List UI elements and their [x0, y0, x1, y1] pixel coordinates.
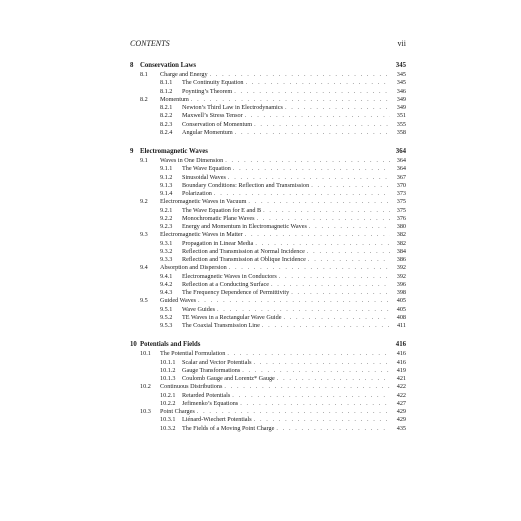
- entry-title: Momentum: [160, 95, 189, 103]
- entry-page-number: 358: [396, 128, 406, 136]
- entry-title: Continuous Distributions: [160, 383, 223, 391]
- dot-leader: [309, 223, 390, 231]
- entry-page-number: 367: [396, 173, 406, 181]
- entry-number: 10.3.2: [160, 424, 176, 432]
- entry-title: Gauge Transformations: [182, 366, 241, 374]
- dot-leader: [242, 367, 390, 375]
- entry-title: Propagation in Linear Media: [182, 239, 254, 247]
- entry-page-number: 382: [396, 239, 406, 247]
- entry-number: 10.3: [140, 408, 151, 415]
- entry-number: 10.2.2: [160, 399, 176, 407]
- section-entry: [130, 383, 406, 391]
- entry-title: The Continuity Equation: [182, 79, 244, 87]
- subsection-entry: [130, 215, 406, 223]
- entry-number: 9.3: [140, 231, 148, 239]
- subsection-entry: [130, 281, 406, 289]
- dot-leader: [240, 400, 390, 408]
- dot-leader: [257, 215, 390, 223]
- entry-title: Potentials and Fields: [140, 341, 201, 349]
- section-entry: [130, 350, 406, 358]
- subsection-entry: [130, 416, 406, 424]
- entry-title: TE Waves in a Rectangular Wave Guide: [182, 313, 282, 321]
- entry-title: Reflection at a Conducting Surface: [182, 280, 269, 288]
- entry-title: Coulomb Gauge and Lorentz* Gauge: [182, 375, 275, 382]
- entry-page-number: 349: [396, 95, 406, 103]
- entry-page-number: 419: [396, 366, 406, 374]
- entry-title: Electromagnetic Waves in Vacuum: [160, 198, 247, 206]
- entry-number: 9.2: [140, 198, 148, 206]
- entry-page-number: 396: [396, 280, 406, 288]
- subsection-entry: [130, 367, 406, 375]
- entry-page-number: 405: [396, 305, 406, 313]
- entry-page-number: 416: [396, 350, 406, 358]
- section-entry: [130, 231, 406, 239]
- entry-number: 9.3.3: [160, 256, 173, 263]
- entry-page-number: 349: [396, 104, 406, 111]
- entry-page-number: 364: [396, 157, 406, 164]
- entry-page-number: 375: [396, 198, 406, 206]
- entry-number: 9.4.1: [160, 272, 173, 280]
- entry-page-number: 382: [396, 231, 406, 239]
- dot-leader: [191, 96, 390, 104]
- subsection-entry: [130, 190, 406, 198]
- section-entry: [130, 264, 406, 272]
- entry-number: 9.5: [140, 297, 148, 305]
- dot-leader: [262, 322, 390, 330]
- section-entry: [130, 198, 406, 206]
- entry-title: Polarization: [182, 190, 212, 197]
- entry-page-number: 370: [396, 181, 406, 189]
- subsection-entry: [130, 104, 406, 112]
- entry-page-number: 405: [396, 297, 406, 305]
- dot-leader: [225, 157, 390, 165]
- entry-title: The Frequency Dependence of Permittivity: [182, 289, 290, 296]
- entry-page-number: 421: [396, 375, 406, 382]
- subsection-entry: [130, 400, 406, 408]
- subsection-entry: [130, 392, 406, 400]
- subsection-entry: [130, 88, 406, 96]
- dot-leader: [229, 264, 390, 272]
- entry-number: 9.5.1: [160, 305, 173, 313]
- chapter-heading: [130, 146, 406, 157]
- chapter-block: [130, 60, 406, 137]
- dot-leader: [233, 165, 390, 173]
- entry-title: Absorption and Dispersion: [160, 264, 227, 272]
- dot-leader: [214, 190, 390, 198]
- dot-leader: [228, 174, 390, 182]
- entry-title: Charge and Energy: [160, 71, 208, 78]
- dot-leader: [307, 248, 390, 256]
- entry-number: 8: [130, 62, 134, 69]
- entry-number: 8.1.1: [160, 79, 173, 87]
- entry-number: 9.1.4: [160, 190, 173, 197]
- dot-leader: [285, 104, 390, 112]
- entry-title: The Fields of a Moving Point Charge: [182, 424, 275, 432]
- entry-number: 8.2.4: [160, 128, 173, 136]
- dot-leader: [283, 314, 390, 322]
- subsection-entry: [130, 129, 406, 137]
- dot-leader: [234, 88, 390, 96]
- entry-page-number: 392: [396, 264, 406, 272]
- entry-page-number: 345: [396, 79, 406, 87]
- dot-leader: [235, 129, 390, 137]
- chapter-heading: [130, 339, 406, 350]
- running-header: [130, 38, 406, 50]
- entry-title: Liénard-Wiechert Potentials: [182, 416, 252, 424]
- entry-title: Poynting’s Theorem: [182, 87, 233, 95]
- entry-page-number: 380: [396, 223, 406, 230]
- entry-title: The Coaxial Transmission Line: [182, 322, 260, 329]
- entry-number: 8.1: [140, 71, 148, 78]
- dot-leader: [271, 281, 390, 289]
- header-page-number: vii: [397, 39, 406, 48]
- chapter-block: [130, 146, 406, 330]
- dot-leader: [197, 408, 390, 416]
- entry-number: 9.3.1: [160, 239, 173, 247]
- subsection-entry: [130, 322, 406, 330]
- entry-title: The Wave Equation for E and B: [182, 206, 262, 214]
- entry-number: 10.1.1: [160, 358, 176, 366]
- entry-number: 8.2.1: [160, 104, 173, 111]
- dot-leader: [198, 297, 390, 305]
- subsection-entry: [130, 289, 406, 297]
- subsection-entry: [130, 182, 406, 190]
- entry-title: Maxwell’s Stress Tensor: [182, 112, 243, 120]
- entry-number: 8.2.2: [160, 112, 173, 120]
- entry-page-number: 386: [396, 256, 406, 263]
- entry-number: 8.1.2: [160, 87, 173, 95]
- dot-leader: [277, 375, 390, 383]
- subsection-entry: [130, 359, 406, 367]
- entry-title: Newton’s Third Law in Electrodynamics: [182, 104, 283, 111]
- entry-title: Wave Guides: [182, 305, 216, 313]
- entry-title: Guided Waves: [160, 297, 196, 305]
- entry-page-number: 364: [395, 148, 406, 155]
- dot-leader: [232, 392, 390, 400]
- dot-leader: [255, 240, 390, 248]
- entry-number: 9.1.3: [160, 181, 173, 189]
- subsection-entry: [130, 165, 406, 173]
- entry-title: Angular Momentum: [182, 128, 233, 136]
- subsection-entry: [130, 79, 406, 87]
- header-title: CONTENTS: [130, 39, 170, 48]
- section-entry: [130, 297, 406, 305]
- entry-page-number: 411: [396, 322, 406, 329]
- entry-number: 9: [130, 148, 134, 155]
- subsection-entry: [130, 240, 406, 248]
- toc-page: [130, 38, 406, 442]
- entry-page-number: 408: [396, 313, 406, 321]
- section-entry: [130, 96, 406, 104]
- entry-number: 9.5.3: [160, 322, 173, 329]
- entry-title: Scalar and Vector Potentials: [182, 358, 252, 366]
- dot-leader: [245, 112, 390, 120]
- entry-number: 10.3.1: [160, 416, 176, 424]
- entry-title: Boundary Conditions: Reflection and Transmission: [182, 181, 310, 189]
- entry-page-number: 416: [395, 341, 406, 349]
- entry-number: 10.2: [140, 383, 151, 391]
- chapter-block: [130, 339, 406, 433]
- entry-page-number: 435: [396, 424, 406, 432]
- entry-title: Retarded Potentials: [182, 391, 231, 399]
- entry-page-number: 416: [396, 358, 406, 366]
- dot-leader: [246, 79, 390, 87]
- entry-page-number: 346: [396, 87, 406, 95]
- dot-leader: [253, 359, 390, 367]
- subsection-entry: [130, 314, 406, 322]
- entry-title: Jefimenko’s Equations: [182, 399, 239, 407]
- entry-title: Sinusoidal Waves: [182, 173, 226, 181]
- dot-leader: [217, 306, 390, 314]
- entry-title: Reflection and Transmission at Oblique Incidence: [182, 256, 306, 263]
- subsection-entry: [130, 207, 406, 215]
- entry-number: 10.1.3: [160, 375, 176, 382]
- entry-page-number: 373: [396, 190, 406, 197]
- entry-number: 8.2.3: [160, 120, 173, 128]
- entry-title: Reflection and Transmission at Normal Incidence: [182, 247, 305, 255]
- entry-page-number: 376: [396, 214, 406, 222]
- entry-number: 10: [130, 341, 137, 349]
- subsection-entry: [130, 306, 406, 314]
- entry-number: 9.1.2: [160, 173, 173, 181]
- entry-title: Waves in One Dimension: [160, 157, 224, 164]
- entry-page-number: 422: [396, 383, 406, 391]
- entry-number: 9.1.1: [160, 165, 173, 173]
- entry-number: 9.2.1: [160, 206, 173, 214]
- entry-page-number: 375: [396, 206, 406, 214]
- entry-page-number: 422: [396, 391, 406, 399]
- entry-page-number: 398: [396, 289, 406, 296]
- dot-leader: [210, 71, 390, 79]
- entry-page-number: 345: [396, 71, 406, 78]
- entry-page-number: 392: [396, 272, 406, 280]
- subsection-entry: [130, 273, 406, 281]
- subsection-entry: [130, 425, 406, 433]
- dot-leader: [311, 182, 390, 190]
- entry-title: Electromagnetic Waves in Matter: [160, 231, 243, 239]
- entry-title: Electromagnetic Waves: [140, 148, 208, 155]
- subsection-entry: [130, 174, 406, 182]
- entry-number: 9.2.2: [160, 214, 173, 222]
- dot-leader: [291, 289, 390, 297]
- entry-title: Energy and Momentum in Electromagnetic Waves: [182, 223, 307, 230]
- entry-page-number: 429: [396, 408, 406, 415]
- dot-leader: [227, 350, 390, 358]
- entry-page-number: 427: [396, 399, 406, 407]
- section-entry: [130, 71, 406, 79]
- subsection-entry: [130, 121, 406, 129]
- entry-title: The Potential Formulation: [160, 350, 226, 358]
- dot-leader: [263, 207, 390, 215]
- entry-number: 9.3.2: [160, 247, 173, 255]
- dot-leader: [245, 231, 390, 239]
- section-entry: [130, 408, 406, 416]
- entry-page-number: 384: [396, 247, 406, 255]
- entry-number: 9.5.2: [160, 313, 173, 321]
- entry-title: Point Charges: [160, 408, 195, 415]
- chapter-heading: [130, 60, 406, 71]
- subsection-entry: [130, 256, 406, 264]
- entry-number: 9.4.2: [160, 280, 173, 288]
- entry-number: 10.1: [140, 350, 151, 358]
- subsection-entry: [130, 223, 406, 231]
- entry-number: 9.4: [140, 264, 148, 272]
- entry-title: Monochromatic Plane Waves: [182, 214, 255, 222]
- subsection-entry: [130, 112, 406, 120]
- entry-number: 10.2.1: [160, 391, 176, 399]
- entry-number: 10.1.2: [160, 366, 176, 374]
- entry-number: 9.2.3: [160, 223, 173, 230]
- entry-title: Conservation Laws: [140, 62, 197, 69]
- dot-leader: [224, 383, 390, 391]
- entry-title: Conservation of Momentum: [182, 120, 253, 128]
- entry-page-number: 429: [396, 416, 406, 424]
- entry-page-number: 351: [396, 112, 406, 120]
- entry-number: 9.4.3: [160, 289, 173, 296]
- entry-number: 8.2: [140, 95, 148, 103]
- dot-leader: [279, 273, 390, 281]
- entry-title: Electromagnetic Waves in Conductors: [182, 272, 277, 280]
- entry-page-number: 364: [396, 165, 406, 173]
- dot-leader: [254, 121, 390, 129]
- subsection-entry: [130, 375, 406, 383]
- entry-number: 9.1: [140, 157, 148, 164]
- dot-leader: [308, 256, 390, 264]
- dot-leader: [276, 425, 390, 433]
- entry-page-number: 345: [395, 62, 406, 69]
- subsection-entry: [130, 248, 406, 256]
- dot-leader: [248, 198, 390, 206]
- section-entry: [130, 157, 406, 165]
- dot-leader: [254, 416, 390, 424]
- entry-title: The Wave Equation: [182, 165, 231, 173]
- table-of-contents: [130, 60, 406, 433]
- entry-page-number: 355: [396, 120, 406, 128]
